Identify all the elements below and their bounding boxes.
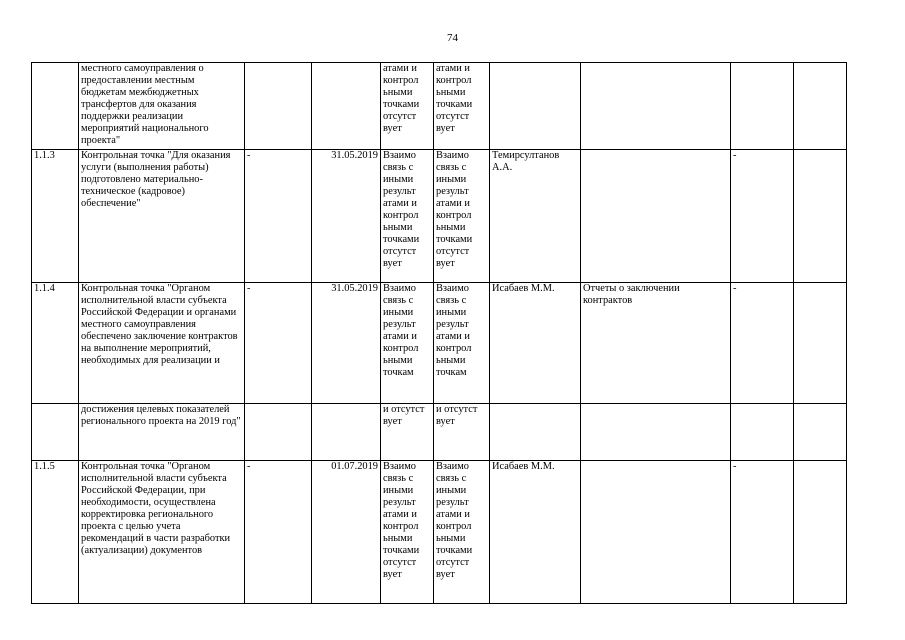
extra-cell: [794, 150, 847, 283]
row-number: 1.1.4: [32, 283, 79, 404]
result-description: [581, 404, 731, 461]
extra-cell: [794, 283, 847, 404]
end-date: 31.05.2019: [312, 283, 381, 404]
start-date: [245, 404, 312, 461]
extra-cell: [794, 63, 847, 150]
responsible: [490, 404, 581, 461]
event-name: местного самоуправления о предоставлении местным бюджетам межбюджетных трансфертов для оказания поддержки реализации мероприятий национального проекта": [79, 63, 245, 150]
row-number: [32, 404, 79, 461]
level-cell: [731, 63, 794, 150]
table-row: [32, 461, 847, 604]
plan-table: [31, 62, 847, 604]
page-number: 74: [447, 32, 458, 44]
responsible: Исабаев М.М.: [490, 283, 581, 404]
event-name: Контрольная точка "Органом исполнительной власти субъекта Российской Федерации и органами местного самоуправления обеспечено заключение контрактов на выполнение мероприятий, необходимых для реализации и: [79, 283, 245, 404]
link-cell: Взаимо связь с иными результ атами и контрол ьными точками отсутст вует: [381, 150, 434, 283]
start-date: [245, 63, 312, 150]
extra-cell: [794, 461, 847, 604]
link-cell: и отсутст вует: [381, 404, 434, 461]
row-number: 1.1.3: [32, 150, 79, 283]
extra-cell: [794, 404, 847, 461]
responsible: Темирсултанов А.А.: [490, 150, 581, 283]
responsible: [490, 63, 581, 150]
link-cell: атами и контрол ьными точками отсутст вует: [381, 63, 434, 150]
table-row: [32, 283, 847, 404]
link-cell: атами и контрол ьными точками отсутст вует: [434, 63, 490, 150]
level-cell: -: [731, 150, 794, 283]
level-cell: [731, 404, 794, 461]
link-cell: Взаимо связь с иными результ атами и контрол ьными точками отсутст вует: [434, 461, 490, 604]
responsible: Исабаев М.М.: [490, 461, 581, 604]
row-number: [32, 63, 79, 150]
table-row: [32, 404, 847, 461]
start-date: -: [245, 150, 312, 283]
table-row: [32, 150, 847, 283]
table-row: [32, 63, 847, 150]
result-description: Отчеты о заключении контрактов: [581, 283, 731, 404]
level-cell: -: [731, 283, 794, 404]
result-description: [581, 461, 731, 604]
link-cell: Взаимо связь с иными результ атами и контрол ьными точками отсутст вует: [434, 150, 490, 283]
event-name: Контрольная точка "Органом исполнительной власти субъекта Российской Федерации, при необходимости, осуществлена корректировка регионального проекта с целью учета рекомендаций в части разработки (актуализации) документов: [79, 461, 245, 604]
event-name: достижения целевых показателей регионального проекта на 2019 год": [79, 404, 245, 461]
end-date: 01.07.2019: [312, 461, 381, 604]
link-cell: Взаимо связь с иными результ атами и контрол ьными точками отсутст вует: [381, 461, 434, 604]
start-date: -: [245, 283, 312, 404]
end-date: [312, 404, 381, 461]
start-date: -: [245, 461, 312, 604]
end-date: 31.05.2019: [312, 150, 381, 283]
link-cell: Взаимо связь с иными результ атами и контрол ьными точкам: [434, 283, 490, 404]
event-name: Контрольная точка "Для оказания услуги (выполнения работы) подготовлено материально-техническое (кадровое) обеспечение": [79, 150, 245, 283]
result-description: [581, 150, 731, 283]
end-date: [312, 63, 381, 150]
level-cell: -: [731, 461, 794, 604]
result-description: [581, 63, 731, 150]
row-number: 1.1.5: [32, 461, 79, 604]
link-cell: Взаимо связь с иными результ атами и контрол ьными точкам: [381, 283, 434, 404]
link-cell: и отсутст вует: [434, 404, 490, 461]
